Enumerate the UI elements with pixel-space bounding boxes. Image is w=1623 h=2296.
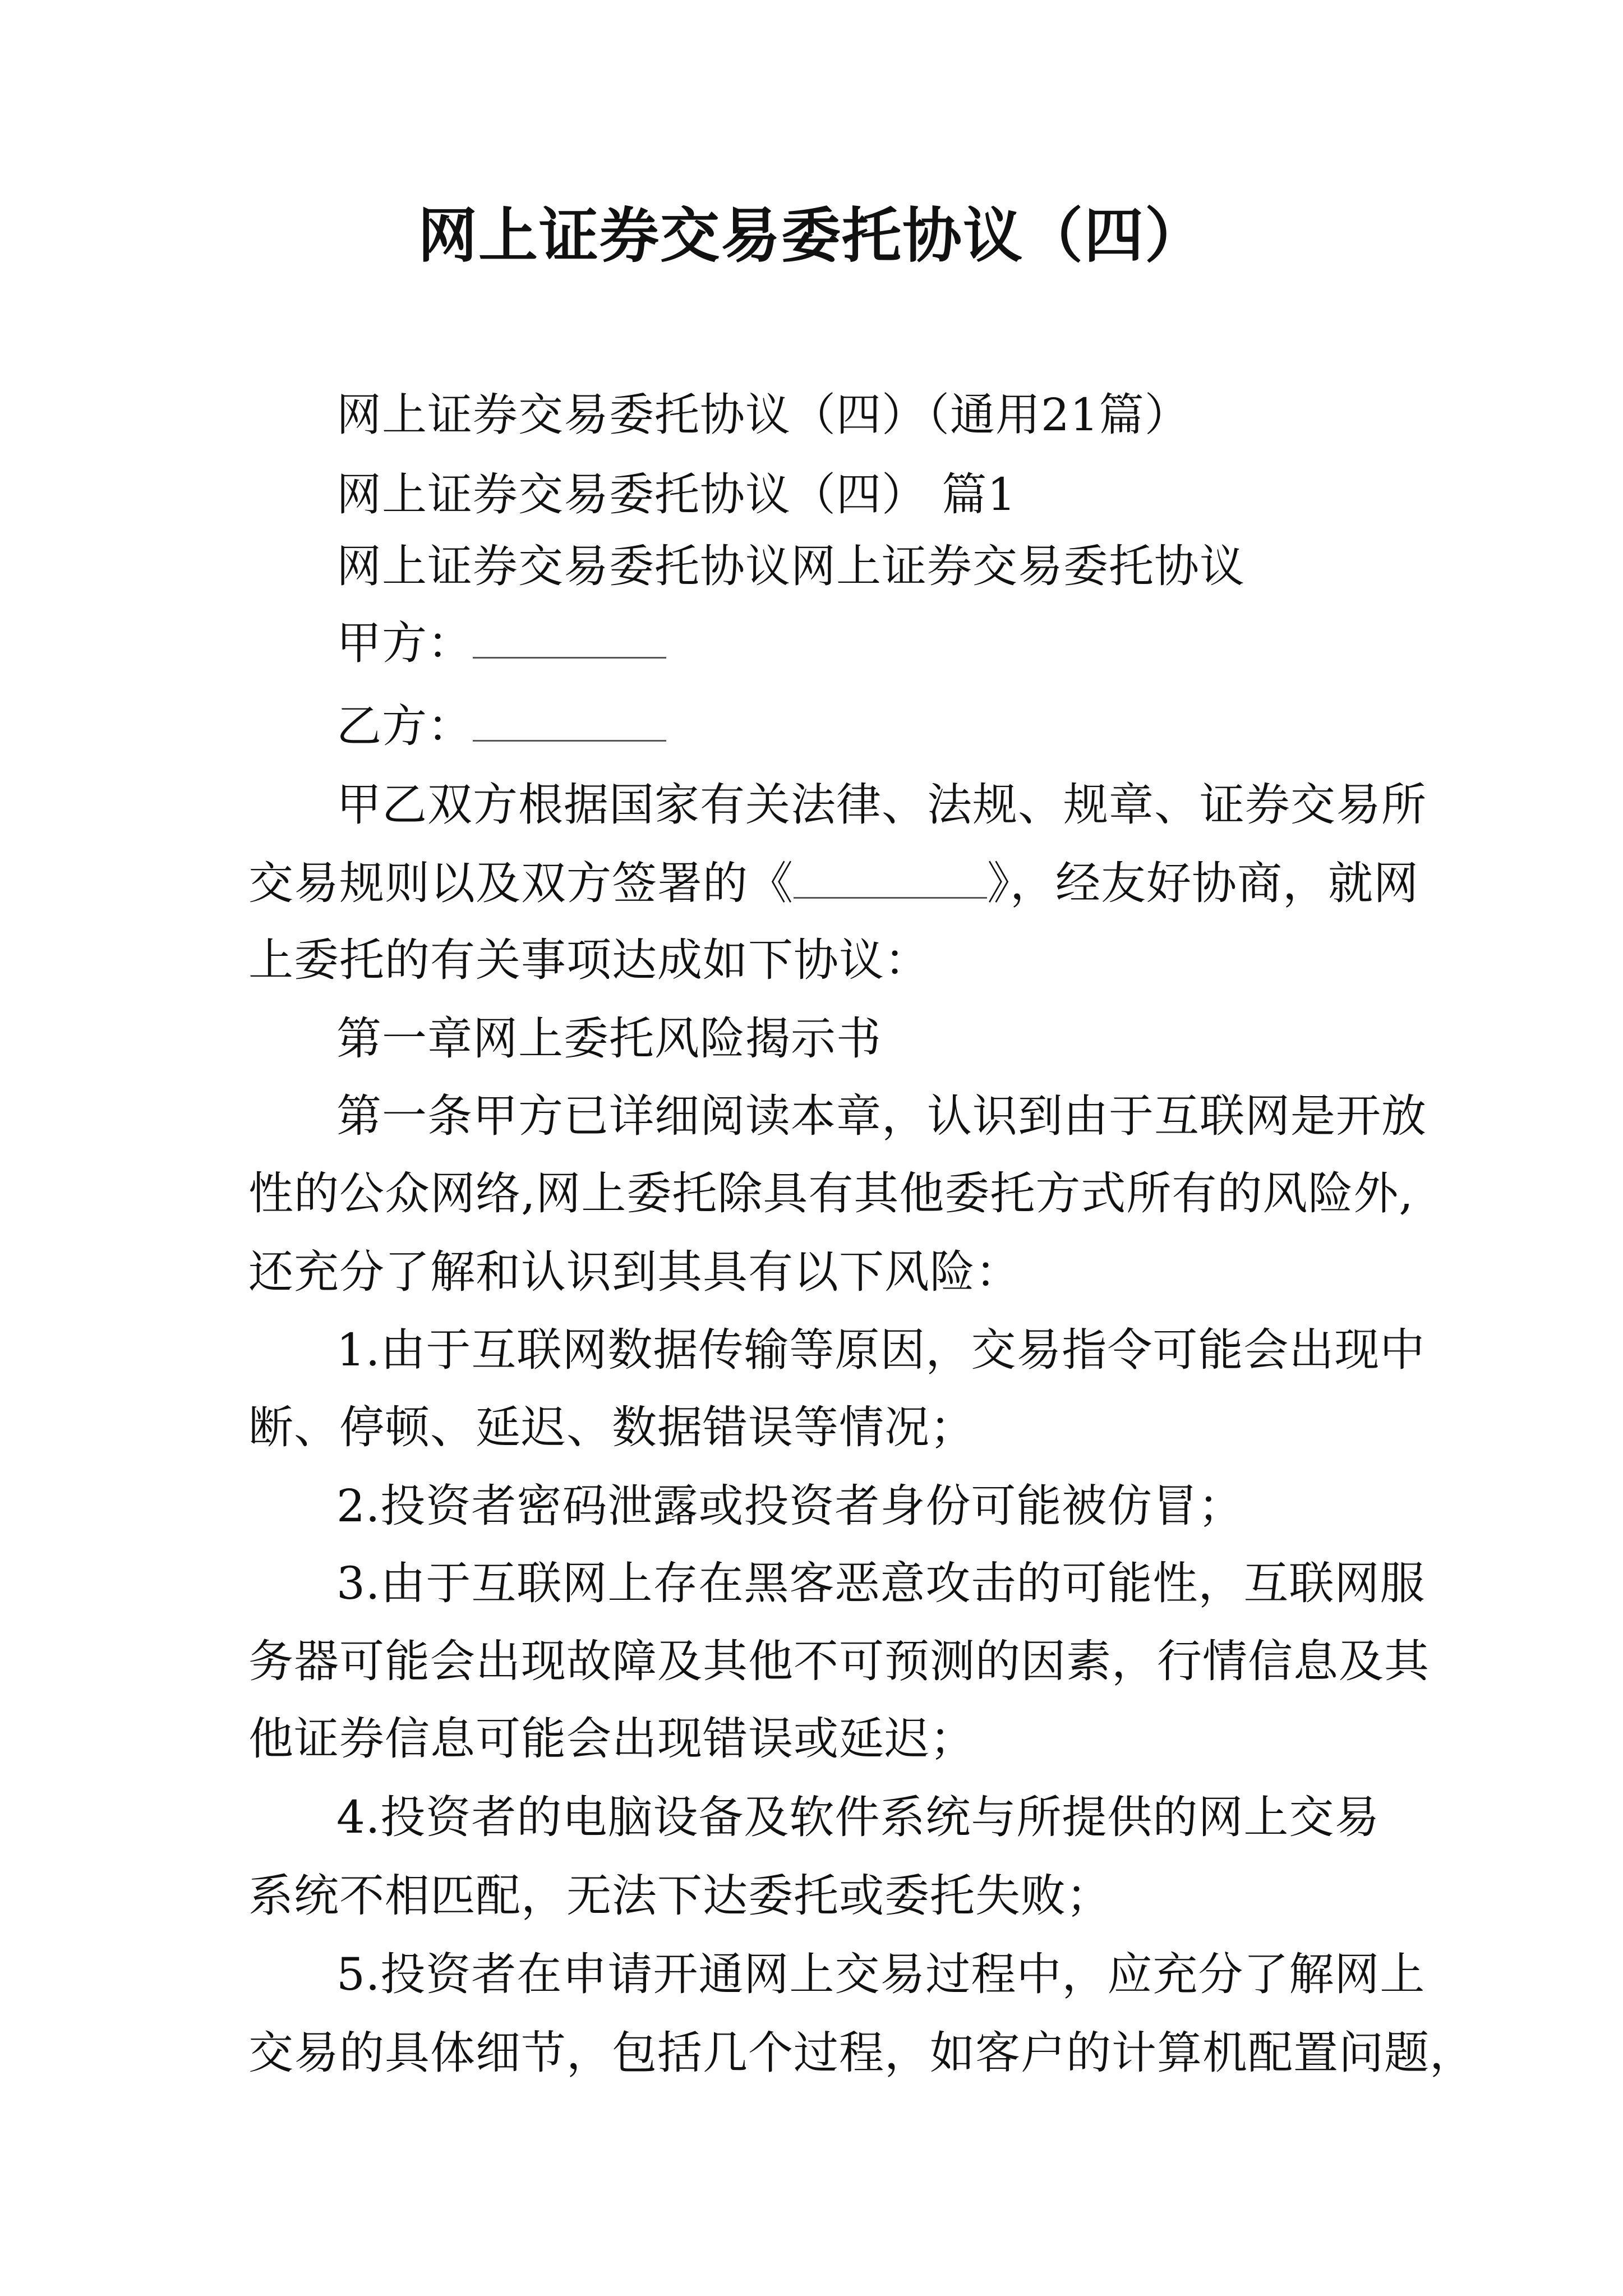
preamble-line-2 xyxy=(248,855,1419,912)
party-b-blank xyxy=(473,705,666,742)
party-b-line xyxy=(336,698,666,754)
item-3-line-3: 他证券信息可能会出现错误或延迟； xyxy=(248,1713,975,1765)
party-a-line xyxy=(336,615,666,671)
preamble-line-2-before: 交易规则以及双方签署的《 xyxy=(248,857,794,909)
article-1-line-1: 第一条甲方已详细阅读本章，认识到由于互联网是开放 xyxy=(336,1090,1427,1142)
item-4-line-1: 4.投资者的电脑设备及软件系统与所提供的网上交易 xyxy=(336,1791,1380,1843)
document-title: 网上证券交易委托协议（四） xyxy=(418,200,1205,270)
party-a-label: 甲方： xyxy=(336,617,473,669)
party-b-label: 乙方： xyxy=(336,700,473,752)
preamble-line-1: 甲乙双方根据国家有关法律、法规、规章、证券交易所 xyxy=(336,779,1427,831)
chapter-1-heading: 第一章网上委托风险揭示书 xyxy=(336,1013,882,1065)
item-3-line-1: 3.由于互联网上存在黑客恶意攻击的可能性，互联网服 xyxy=(336,1557,1426,1609)
party-a-blank xyxy=(473,622,666,659)
item-1-line-2: 断、停顿、延迟、数据错误等情况； xyxy=(248,1401,975,1453)
agreement-name-blank xyxy=(794,862,987,899)
section-heading: 网上证券交易委托协议（四） 篇1 xyxy=(336,468,1017,521)
preamble-line-3: 上委托的有关事项达成如下协议： xyxy=(248,934,930,986)
article-1-line-2: 性的公众网络,网上委托除具有其他委托方式所有的风险外, xyxy=(248,1167,1414,1220)
subtitle-line: 网上证券交易委托协议（四）（通用21篇） xyxy=(336,389,1190,441)
item-4-line-2: 系统不相匹配，无法下达委托或委托失败； xyxy=(248,1870,1112,1922)
item-2-line-1: 2.投资者密码泄露或投资者身份可能被仿冒； xyxy=(336,1480,1244,1532)
repeat-title-line: 网上证券交易委托协议网上证券交易委托协议 xyxy=(336,540,1245,592)
item-3-line-2: 务器可能会出现故障及其他不可预测的因素，行情信息及其 xyxy=(248,1635,1430,1687)
item-5-line-2: 交易的具体细节，包括几个过程，如客户的计算机配置问题， xyxy=(248,2027,1475,2079)
item-5-line-1: 5.投资者在申请开通网上交易过程中，应充分了解网上 xyxy=(336,1948,1426,2000)
preamble-line-2-after: 》，经友好协商，就网 xyxy=(987,857,1419,909)
article-1-line-3: 还充分了解和认识到其具有以下风险： xyxy=(248,1246,1021,1298)
item-1-line-1: 1.由于互联网数据传输等原因，交易指令可能会出现中 xyxy=(336,1324,1426,1376)
